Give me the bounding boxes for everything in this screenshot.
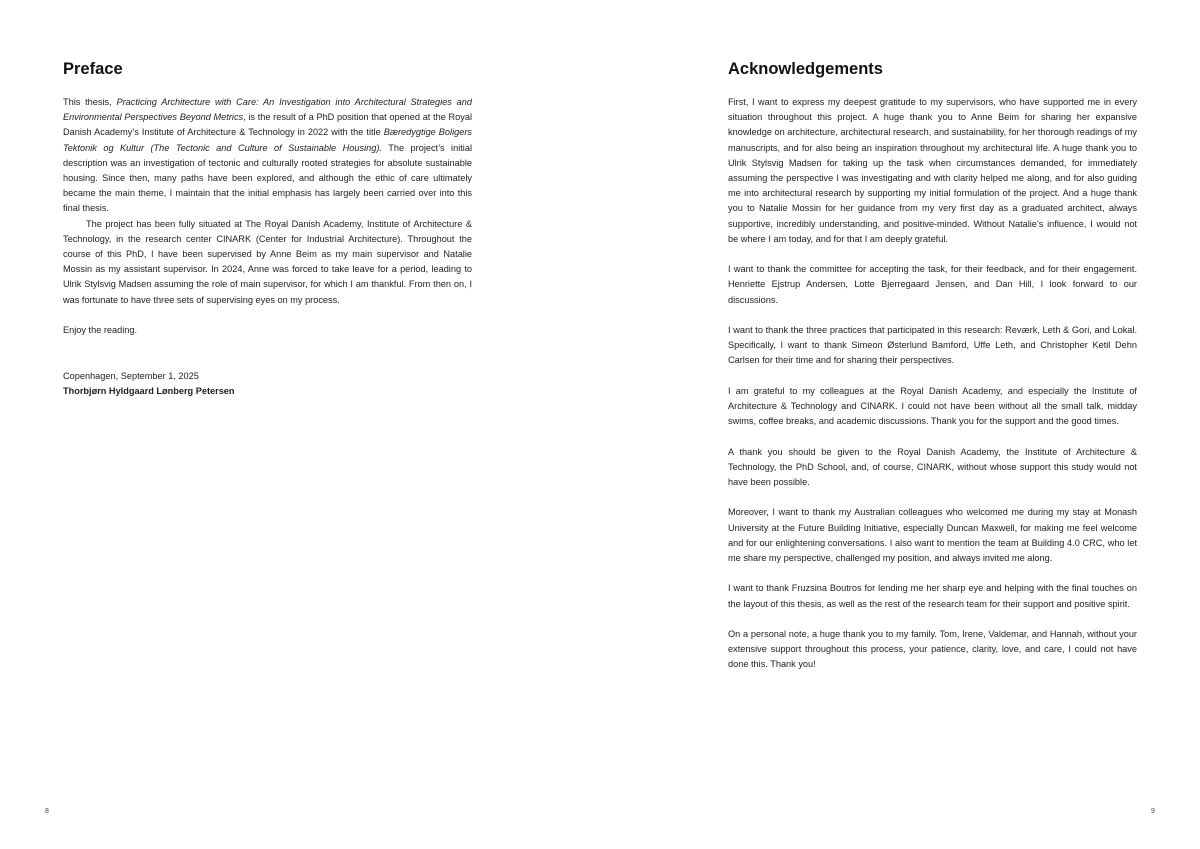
preface-paragraph-1 (63, 95, 472, 217)
ack-paragraph: I am grateful to my colleagues at the Royal Danish Academy, and especially the Institute of Architecture & Technology and CINARK. I could not have been without all the small talk, midday swims, coffee breaks, and academic discussions. Thank you for the support and the good times. (728, 385, 1137, 427)
thesis-title: Practicing Architecture with Care: An Investigation into Architectural Strategies and Environmental Perspectives Beyond Metrics (63, 97, 472, 123)
ack-paragraph: I want to thank the three practices that participated in this research: Reværk, Leth & Gori, and Lokal. Specifically, I want to thank Simeon Østerlund Bamford, Uffe Leth, and Christopher Ketil Dehn Carlsen for their time and for sharing their perspectives. (728, 325, 1137, 366)
acknowledgements-body (728, 95, 1137, 673)
preface-closing: Enjoy the reading. (63, 325, 138, 336)
preface-body (63, 95, 472, 399)
ack-paragraph: Moreover, I want to thank my Australian colleagues who welcomed me during my stay at Monash University at the Future Building Initiative, especially Duncan Maxwell, for making me feel welcome and for our enlightening conversations. I also want to mention the team at Building 4.0 CRC, who let me share my perspective, challenged my position, and always invited me along. (728, 507, 1137, 564)
author-name: Thorbjørn Hyldgaard Lønberg Petersen (63, 385, 235, 396)
ack-paragraph: I want to thank the committee for accepting the task, for their feedback, and for their engagement. Henriette Ejstrup Andersen, Lotte Bjerregaard Jensen, and Dan Hill, I look forward to our discussions. (728, 264, 1137, 305)
preface-text: The project’s initial description was an investigation of tectonic and culturally rooted strategies for absolute sustainable housing. Since then, many paths have been explored, and although the ethic of care ultimately became the main theme, I maintain that the initial emphasis has largely been carried over into this final thesis. (63, 142, 472, 214)
acknowledgements-heading: Acknowledgements (728, 60, 883, 78)
place-date: Copenhagen, September 1, 2025 (63, 370, 199, 381)
ack-paragraph: First, I want to express my deepest gratitude to my supervisors, who have supported me in every situation throughout this project. A huge thank you to Anne Beim for sharing her expansive knowledge on architecture, architectural research, and sustainability, for her thorough readings of my manuscripts, and for also being an inspiration throughout my architectural life. A huge thank you to Ulrik Stylsvig Madsen for taking up the task when circumstances demanded, for immediately assuming the perspective I was investigating and with clarity helped me along, and for also guiding me into architectural research by supporting my initial formulation of the project. And a huge thank you to Natalie Mossin for her guidance from my very first day as a graduated architect, always supportive, incredibly understanding, and positive-minded. Without Natalie’s influence, I would not be where I am today, and for that I am deeply grateful. (728, 97, 1137, 244)
ack-paragraph: On a personal note, a huge thank you to my family. Tom, Irene, Valdemar, and Hannah, without your extensive support throughout this process, your patience, clarity, love, and care, I could not have done this. Thank you! (728, 629, 1137, 670)
preface-text: , is the result of a PhD position that opened at the Royal Danish Academy’s Institute of Architecture & Technology in 2022 with the title (63, 112, 472, 138)
original-title: Bæredygtige Boligers Tektonik og Kultur (The Tectonic and Culture of Sustainable Housing). (63, 127, 472, 153)
preface-paragraph-2: The project has been fully situated at The Royal Danish Academy, Institute of Architecture & Technology, in the research center CINARK (Center for Industrial Architecture). Throughout the course of this PhD, I have been supervised by Anne Beim as my main supervisor and Natalie Mossin as my assistant supervisor. In 2024, Anne was forced to take leave for a period, leading to Ulrik Stylsvig Madsen assuming the role of main supervisor, for which I am thankful. From then on, I was fortunate to have three sets of supervising eyes on my process. (63, 218, 472, 305)
ack-paragraph: A thank you should be given to the Royal Danish Academy, the Institute of Architecture & Technology, the PhD School, and, of course, CINARK, without whose support this study would not have been possible. (728, 446, 1137, 488)
ack-paragraph: I want to thank Fruzsina Boutros for lending me her sharp eye and helping with the final touches on the layout of this thesis, as well as the rest of the research team for their support and positive spirit. (728, 583, 1137, 609)
page-number-right: 9 (1151, 808, 1155, 815)
preface-text: This thesis, (63, 97, 117, 107)
page-number-left: 8 (45, 808, 49, 815)
right-page (600, 0, 1200, 849)
preface-heading: Preface (63, 60, 123, 78)
